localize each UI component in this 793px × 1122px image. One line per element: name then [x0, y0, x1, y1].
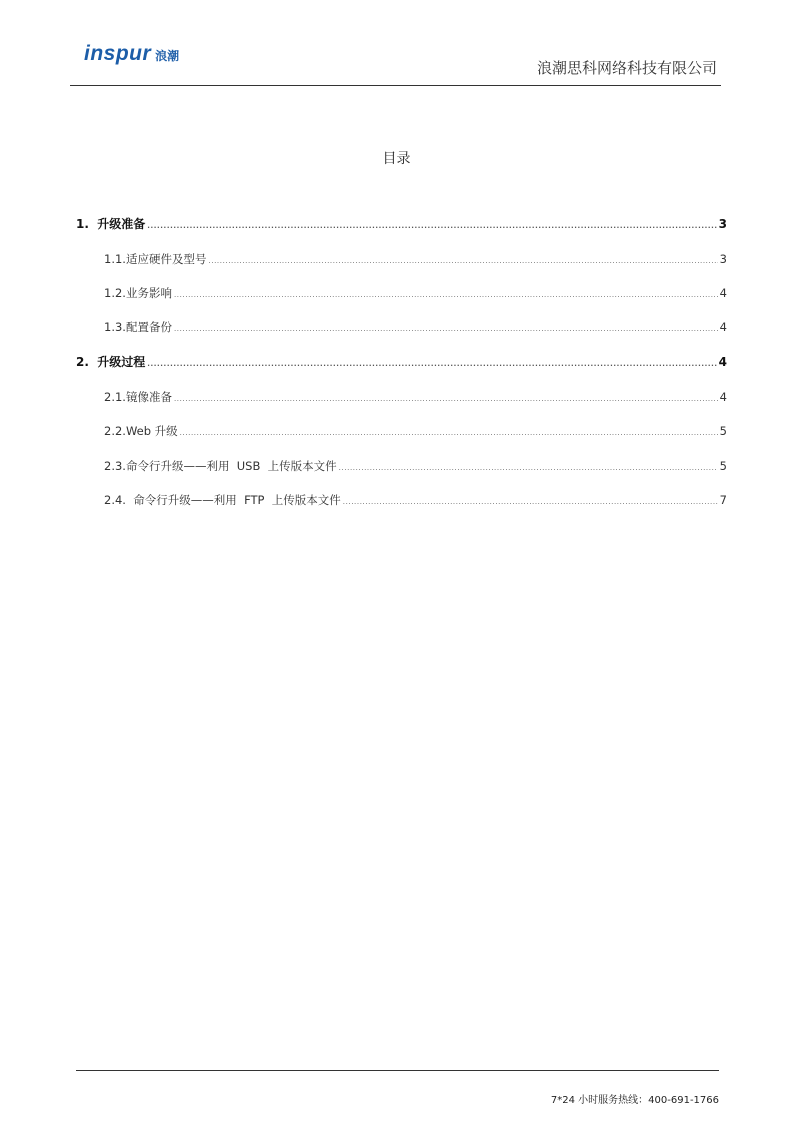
toc-entry-label: 2. 升级过程 [76, 355, 146, 369]
toc-entry-label: 1.1.适应硬件及型号 [104, 252, 207, 266]
toc-entry[interactable] [104, 250, 727, 268]
toc-entry[interactable] [104, 388, 727, 406]
toc-entry-page: 5 [719, 424, 727, 438]
toc-entry-label: 2.2.Web 升级 [104, 424, 178, 438]
toc-entry-page: 3 [718, 217, 727, 231]
toc-entry-page: 7 [719, 493, 727, 507]
inspur-logo [84, 42, 179, 66]
toc-entry-page: 4 [719, 390, 727, 404]
toc-leader-dots [343, 493, 718, 511]
toc-leader-dots [208, 252, 717, 270]
toc-leader-dots [174, 320, 718, 338]
toc-entry-label: 2.1.镜像准备 [104, 390, 172, 404]
toc-entry[interactable] [104, 318, 727, 336]
company-name: 浪潮思科网络科技有限公司 [536, 59, 717, 77]
toc-entry-label: 1. 升级准备 [76, 217, 146, 231]
toc-entry-label: 1.3.配置备份 [104, 320, 172, 334]
toc-entry[interactable] [76, 353, 727, 371]
toc-entry[interactable] [104, 491, 727, 509]
toc-entry[interactable] [76, 215, 727, 233]
toc-leader-dots [147, 217, 716, 235]
toc-leader-dots [174, 286, 718, 304]
toc-entry-page: 4 [718, 355, 727, 369]
logo-chinese: 浪潮 [155, 49, 180, 63]
logo-wordmark: inspur [84, 42, 152, 65]
toc-leader-dots [147, 355, 716, 373]
toc-entry-page: 5 [719, 459, 727, 473]
toc-entry-label: 2.3.命令行升级——利用 USB 上传版本文件 [104, 459, 337, 473]
toc-entry-page: 3 [719, 252, 727, 266]
toc-title: 目录 [382, 151, 411, 167]
toc-entry-label: 2.4. 命令行升级——利用 FTP 上传版本文件 [104, 493, 341, 507]
service-hotline: 7*24 小时服务热线：400-691-1766 [550, 1095, 719, 1106]
toc-entry[interactable] [104, 422, 727, 440]
toc-entry-page: 4 [719, 286, 727, 300]
header-divider [70, 85, 721, 86]
toc-leader-dots [174, 390, 718, 408]
toc-entry-label: 1.2.业务影响 [104, 286, 172, 300]
toc-entry[interactable] [104, 457, 727, 475]
toc-leader-dots [339, 459, 718, 477]
toc-leader-dots [180, 424, 718, 442]
toc-entry[interactable] [104, 284, 727, 302]
footer-divider [76, 1070, 719, 1071]
toc-entry-page: 4 [719, 320, 727, 334]
